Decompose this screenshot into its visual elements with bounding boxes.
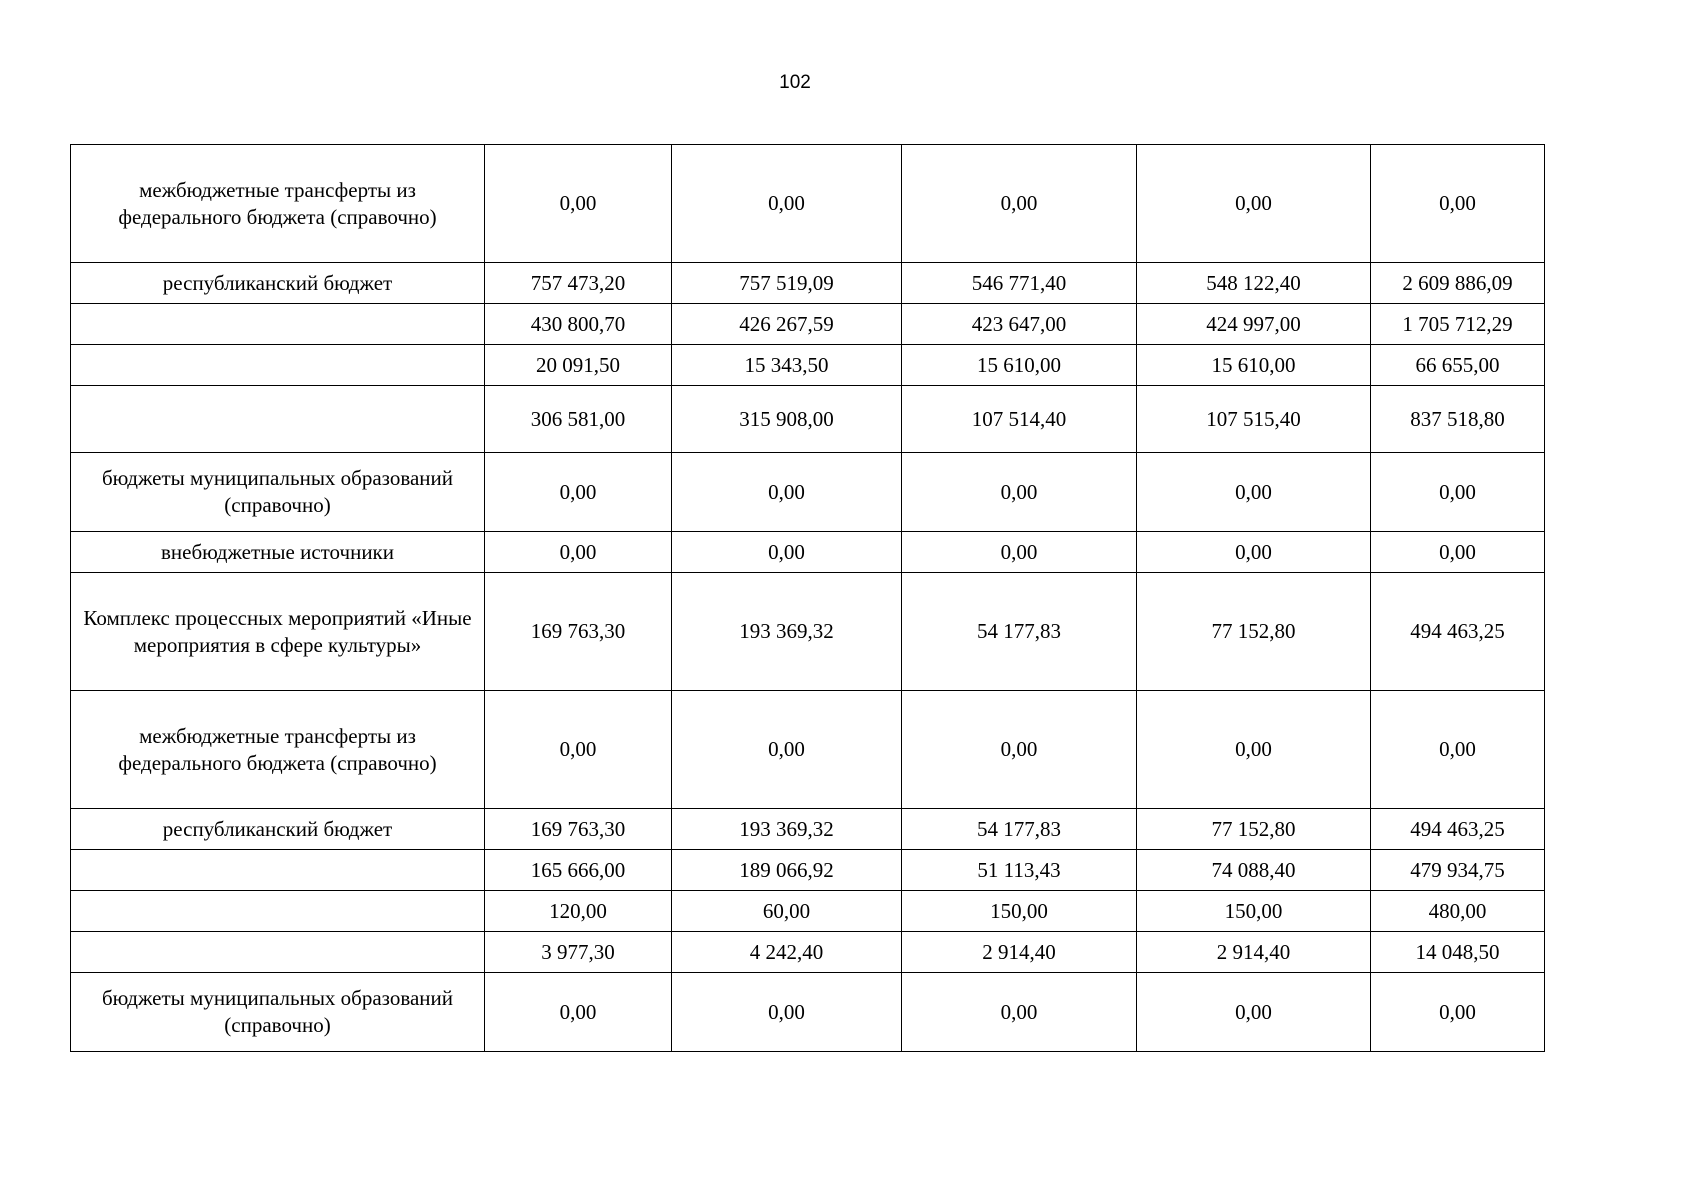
value-cell: 2 914,40 [902, 932, 1137, 973]
table-row [71, 691, 1545, 809]
value-cell: 150,00 [902, 891, 1137, 932]
value-cell: 0,00 [485, 532, 672, 573]
value-cell: 0,00 [672, 973, 902, 1052]
total-cell: 837 518,80 [1371, 386, 1545, 453]
value-cell: 189 066,92 [672, 850, 902, 891]
value-cell: 0,00 [672, 691, 902, 809]
value-cell: 0,00 [672, 453, 902, 532]
value-cell: 169 763,30 [485, 809, 672, 850]
row-label [71, 345, 485, 386]
value-cell: 3 977,30 [485, 932, 672, 973]
value-cell: 107 514,40 [902, 386, 1137, 453]
value-cell: 0,00 [902, 453, 1137, 532]
table-row [71, 532, 1545, 573]
total-cell: 66 655,00 [1371, 345, 1545, 386]
value-cell: 315 908,00 [672, 386, 902, 453]
value-cell: 0,00 [1137, 532, 1371, 573]
table-row [71, 145, 1545, 263]
table-row [71, 386, 1545, 453]
table-row [71, 932, 1545, 973]
value-cell: 0,00 [672, 145, 902, 263]
row-label: республиканский бюджет [71, 809, 485, 850]
value-cell: 0,00 [902, 532, 1137, 573]
value-cell: 0,00 [485, 691, 672, 809]
row-label [71, 932, 485, 973]
value-cell: 423 647,00 [902, 304, 1137, 345]
total-cell: 0,00 [1371, 973, 1545, 1052]
value-cell: 426 267,59 [672, 304, 902, 345]
row-label: межбюджетные трансферты из федерального бюджета (справочно) [71, 145, 485, 263]
value-cell: 150,00 [1137, 891, 1371, 932]
value-cell: 77 152,80 [1137, 573, 1371, 691]
value-cell: 15 610,00 [902, 345, 1137, 386]
value-cell: 60,00 [672, 891, 902, 932]
total-cell: 0,00 [1371, 453, 1545, 532]
table-row [71, 304, 1545, 345]
table-row [71, 573, 1545, 691]
value-cell: 51 113,43 [902, 850, 1137, 891]
total-cell: 0,00 [1371, 691, 1545, 809]
row-label: бюджеты муниципальных образований (справочно) [71, 453, 485, 532]
total-cell: 0,00 [1371, 145, 1545, 263]
total-cell: 14 048,50 [1371, 932, 1545, 973]
value-cell: 424 997,00 [1137, 304, 1371, 345]
value-cell: 0,00 [902, 145, 1137, 263]
value-cell: 193 369,32 [672, 809, 902, 850]
table-row [71, 850, 1545, 891]
value-cell: 54 177,83 [902, 809, 1137, 850]
value-cell: 306 581,00 [485, 386, 672, 453]
table-row [71, 263, 1545, 304]
value-cell: 757 519,09 [672, 263, 902, 304]
value-cell: 4 242,40 [672, 932, 902, 973]
row-label: республиканский бюджет [71, 263, 485, 304]
value-cell: 546 771,40 [902, 263, 1137, 304]
total-cell: 480,00 [1371, 891, 1545, 932]
value-cell: 15 610,00 [1137, 345, 1371, 386]
value-cell: 0,00 [1137, 691, 1371, 809]
value-cell: 74 088,40 [1137, 850, 1371, 891]
value-cell: 0,00 [1137, 453, 1371, 532]
row-label: Комплекс процессных мероприятий «Иные мероприятия в сфере культуры» [71, 573, 485, 691]
row-label [71, 891, 485, 932]
total-cell: 479 934,75 [1371, 850, 1545, 891]
value-cell: 54 177,83 [902, 573, 1137, 691]
total-cell: 0,00 [1371, 532, 1545, 573]
value-cell: 757 473,20 [485, 263, 672, 304]
table-row [71, 809, 1545, 850]
row-label [71, 850, 485, 891]
table-row [71, 973, 1545, 1052]
value-cell: 165 666,00 [485, 850, 672, 891]
value-cell: 548 122,40 [1137, 263, 1371, 304]
value-cell: 169 763,30 [485, 573, 672, 691]
table-row [71, 345, 1545, 386]
value-cell: 0,00 [485, 973, 672, 1052]
value-cell: 0,00 [1137, 145, 1371, 263]
value-cell: 15 343,50 [672, 345, 902, 386]
value-cell: 0,00 [902, 973, 1137, 1052]
budget-table [70, 144, 1545, 1052]
value-cell: 0,00 [902, 691, 1137, 809]
value-cell: 120,00 [485, 891, 672, 932]
total-cell: 1 705 712,29 [1371, 304, 1545, 345]
total-cell: 494 463,25 [1371, 573, 1545, 691]
value-cell: 2 914,40 [1137, 932, 1371, 973]
row-label [71, 304, 485, 345]
row-label: бюджеты муниципальных образований (справочно) [71, 973, 485, 1052]
table-row [71, 891, 1545, 932]
value-cell: 20 091,50 [485, 345, 672, 386]
value-cell: 193 369,32 [672, 573, 902, 691]
value-cell: 0,00 [1137, 973, 1371, 1052]
row-label [71, 386, 485, 453]
value-cell: 0,00 [485, 145, 672, 263]
total-cell: 494 463,25 [1371, 809, 1545, 850]
value-cell: 0,00 [672, 532, 902, 573]
page-number: 102 [779, 72, 811, 93]
row-label: внебюджетные источники [71, 532, 485, 573]
value-cell: 430 800,70 [485, 304, 672, 345]
row-label: межбюджетные трансферты из федерального бюджета (справочно) [71, 691, 485, 809]
value-cell: 77 152,80 [1137, 809, 1371, 850]
value-cell: 107 515,40 [1137, 386, 1371, 453]
total-cell: 2 609 886,09 [1371, 263, 1545, 304]
value-cell: 0,00 [485, 453, 672, 532]
table-row [71, 453, 1545, 532]
